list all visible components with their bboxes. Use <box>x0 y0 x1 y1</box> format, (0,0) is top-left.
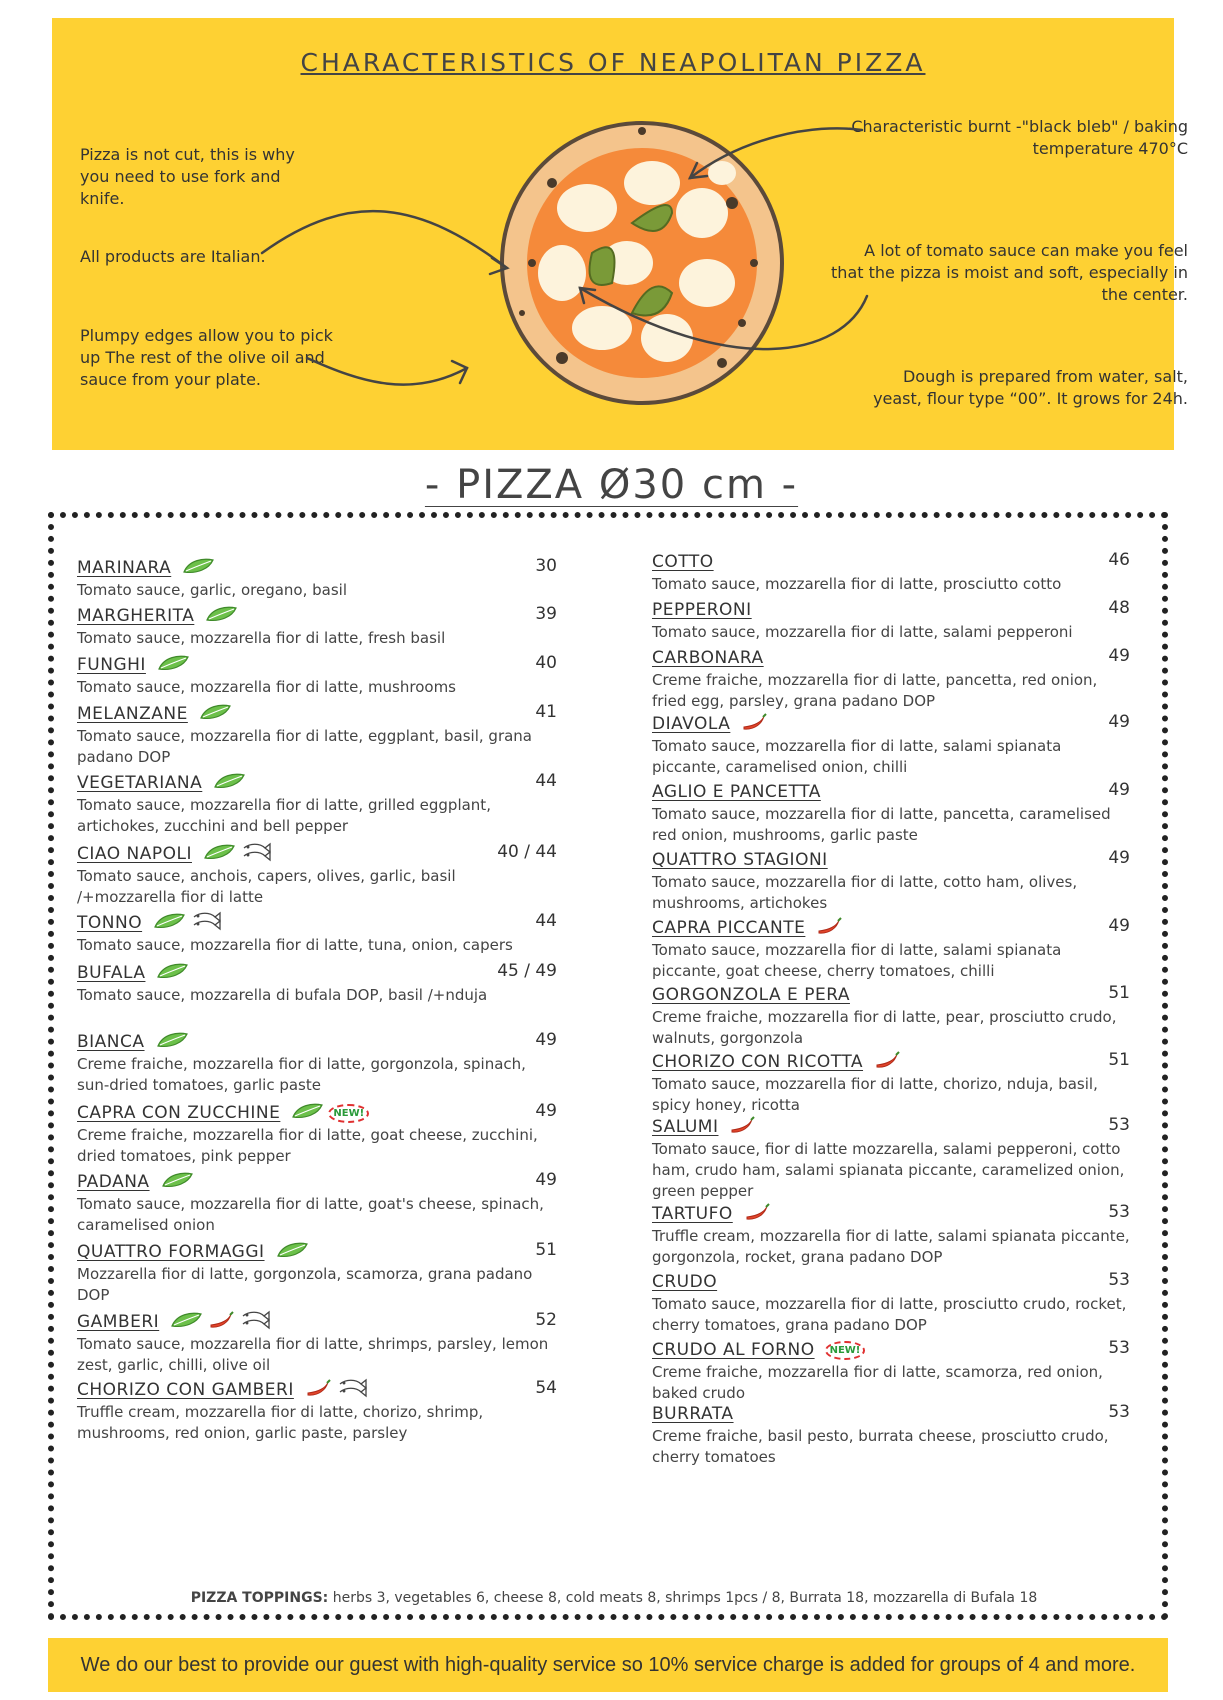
pizza-price: 49 <box>1108 712 1130 732</box>
fish-icon <box>239 1310 271 1334</box>
menu-item <box>77 556 557 601</box>
pizza-price: 51 <box>535 1240 557 1260</box>
pizza-ingredients: Tomato sauce, mozzarella fior di latte, goat's cheese, spinach, caramelised onion <box>77 1195 544 1234</box>
pizza-price: 40 / 44 <box>497 842 557 862</box>
menu-item <box>652 712 1130 778</box>
pizza-ingredients: Tomato sauce, garlic, oregano, basil <box>77 581 347 599</box>
pizza-ingredients: Tomato sauce, mozzarella fior di latte, salami spianata piccante, caramelised onion, chilli <box>652 737 1062 776</box>
leaf-icon <box>198 703 232 725</box>
menu-item-header <box>77 1170 557 1194</box>
note-dough: Dough is prepared from water, salt, yeast, flour type “00”. It grows for 24h. <box>873 367 1188 408</box>
pizza-ingredients: Tomato sauce, mozzarella fior di latte, salami spianata piccante, goat cheese, cherry tomatoes, chilli <box>652 941 1062 980</box>
pizza-ingredients: Tomato sauce, mozzarella fior di latte, prosciutto crudo, rocket, cherry tomatoes, grana padano DOP <box>652 1295 1127 1334</box>
menu-item-header <box>652 598 1130 622</box>
menu-item <box>652 848 1130 914</box>
pizza-price: 53 <box>1108 1338 1130 1358</box>
pizza-name: QUATTRO STAGIONI <box>652 850 828 870</box>
pizza-ingredients: Tomato sauce, mozzarella di bufala DOP, basil /+nduja <box>77 986 488 1004</box>
menu-item <box>77 1170 557 1236</box>
leaf-icon <box>156 654 190 676</box>
pizza-name: TONNO <box>77 913 143 933</box>
diet-icons <box>740 712 768 736</box>
fish-icon <box>336 1378 368 1402</box>
menu-item-header <box>652 1402 1130 1426</box>
toppings-label: PIZZA TOPPINGS: <box>190 1590 329 1606</box>
pizza-ingredients: Tomato sauce, mozzarella fior di latte, shrimps, parsley, lemon zest, garlic, chilli, olive oil <box>77 1335 549 1374</box>
menu-item <box>77 1310 557 1376</box>
pizza-ingredients: Creme fraiche, mozzarella fior di latte, goat cheese, zucchini, dried tomatoes, pink pepper <box>77 1126 538 1165</box>
menu-item-header <box>77 1310 557 1334</box>
diet-icons <box>152 911 222 935</box>
menu-item-header <box>77 771 557 795</box>
pizza-ingredients: Tomato sauce, mozzarella fior di latte, cotto ham, olives, mushrooms, artichokes <box>652 873 1078 912</box>
pizza-name: QUATTRO FORMAGGI <box>77 1242 265 1262</box>
pizza-price: 49 <box>535 1170 557 1190</box>
toppings-text: herbs 3, vegetables 6, cheese 8, cold meats 8, shrimps 1pcs / 8, Burrata 18, mozzarella di Bufala 18 <box>328 1590 1038 1606</box>
menu-item-header <box>77 1240 557 1264</box>
diet-icons <box>202 842 272 866</box>
hero-title: CHARACTERISTICS OF NEAPOLITAN PIZZA <box>300 48 926 77</box>
pizza-price: 44 <box>535 911 557 931</box>
pizza-price: 51 <box>1108 1050 1130 1070</box>
pizza-name: PEPPERONI <box>652 600 752 620</box>
pizza-name: CRUDO AL FORNO <box>652 1340 815 1360</box>
menu-item <box>652 780 1130 846</box>
pizza-name: AGLIO E PANCETTA <box>652 782 821 802</box>
menu-item <box>652 1050 1130 1116</box>
menu-item <box>77 604 557 649</box>
menu-item-header <box>77 842 557 866</box>
pizza-name: MELANZANE <box>77 704 188 724</box>
menu-item <box>77 842 557 908</box>
menu-item-header <box>77 556 557 580</box>
note-edges: Plumpy edges allow you to pick up The rest of the olive oil and sauce from your plate. <box>80 326 333 389</box>
pizza-ingredients: Tomato sauce, mozzarella fior di latte, pancetta, caramelised red onion, mushrooms, garlic paste <box>652 805 1111 844</box>
diet-icons <box>169 1310 271 1334</box>
chili-icon <box>207 1310 235 1334</box>
pizza-ingredients: Creme fraiche, basil pesto, burrata cheese, prosciutto crudo, cherry tomatoes <box>652 1427 1109 1466</box>
pizza-ingredients: Creme fraiche, mozzarella fior di latte, gorgonzola, spinach, sun-dried tomatoes, garlic paste <box>77 1055 526 1094</box>
pizza-price: 39 <box>535 604 557 624</box>
leaf-icon <box>275 1241 309 1263</box>
diet-icons <box>155 962 189 984</box>
pizza-name: TARTUFO <box>652 1204 733 1224</box>
menu-item <box>77 702 557 768</box>
pizza-price: 44 <box>535 771 557 791</box>
pizza-name: CIAO NAPOLI <box>77 844 192 864</box>
pizza-ingredients: Tomato sauce, fior di latte mozzarella, salami pepperoni, cotto ham, crudo ham, salami spianata piccante, caramelized onion, green pepper <box>652 1140 1125 1200</box>
note-tomato: A lot of tomato sauce can make you feel that the pizza is moist and soft, especially in the center. <box>831 241 1188 304</box>
pizza-name: MARINARA <box>77 558 172 578</box>
fish-icon <box>240 842 272 866</box>
pizza-ingredients: Tomato sauce, mozzarella fior di latte, prosciutto cotto <box>652 575 1062 593</box>
menu-item-header <box>77 702 557 726</box>
pizza-price: 53 <box>1108 1270 1130 1290</box>
leaf-icon <box>169 1311 203 1333</box>
pizza-price: 30 <box>535 556 557 576</box>
pizza-toppings <box>54 1590 1174 1606</box>
pizza-price: 51 <box>1108 983 1130 1003</box>
section-title <box>0 462 1223 508</box>
pizza-ingredients: Creme fraiche, mozzarella fior di latte, scamorza, red onion, baked crudo <box>652 1363 1103 1402</box>
pizza-price: 52 <box>535 1310 557 1330</box>
pizza-name: CAPRA PICCANTE <box>652 918 806 938</box>
pizza-name: CAPRA CON ZUCCHINE <box>77 1103 281 1123</box>
diet-icons <box>873 1050 901 1074</box>
leaf-icon <box>212 772 246 794</box>
chili-icon <box>728 1115 756 1139</box>
pizza-menu <box>48 512 1168 1620</box>
pizza-price: 40 <box>535 653 557 673</box>
pizza-price: 49 <box>1108 646 1130 666</box>
pizza-name: CHORIZO CON GAMBERI <box>77 1380 294 1400</box>
pizza-ingredients: Tomato sauce, mozzarella fior di latte, eggplant, basil, grana padano DOP <box>77 727 532 766</box>
service-charge-note: We do our best to provide our guest with high-quality service so 10% service charge is added for groups of 4 and more. <box>48 1638 1168 1692</box>
pizza-name: COTTO <box>652 552 714 572</box>
pizza-name: SALUMI <box>652 1117 719 1137</box>
diet-icons <box>198 703 232 725</box>
menu-item-header <box>652 712 1130 736</box>
pizza-name: CARBONARA <box>652 648 764 668</box>
diet-icons <box>743 1202 771 1226</box>
menu-item <box>77 771 557 837</box>
diet-icons <box>275 1241 309 1263</box>
menu-item <box>652 598 1130 643</box>
pizza-ingredients: Creme fraiche, mozzarella fior di latte, pancetta, red onion, fried egg, parsley, grana padano DOP <box>652 671 1098 710</box>
menu-item-header <box>77 604 557 628</box>
pizza-ingredients: Tomato sauce, mozzarella fior di latte, tuna, onion, capers <box>77 936 513 954</box>
diet-icons <box>290 1102 369 1124</box>
menu-item <box>652 550 1130 595</box>
pizza-price: 49 <box>535 1101 557 1121</box>
menu-item-header <box>652 646 1130 670</box>
diet-icons <box>728 1115 756 1139</box>
diet-icons <box>304 1378 368 1402</box>
pizza-price: 53 <box>1108 1402 1130 1422</box>
pizza-price: 41 <box>535 702 557 722</box>
pizza-ingredients: Creme fraiche, mozzarella fior di latte, pear, prosciutto crudo, walnuts, gorgonzola <box>652 1008 1117 1047</box>
new-badge: NEW! <box>328 1104 369 1123</box>
note-italian: All products are Italian. <box>80 247 266 266</box>
pizza-ingredients: Tomato sauce, mozzarella fior di latte, chorizo, nduja, basil, spicy honey, ricotta <box>652 1075 1098 1114</box>
menu-item <box>652 1202 1130 1268</box>
menu-item-header <box>652 1338 1130 1362</box>
leaf-icon <box>202 843 236 865</box>
menu-item <box>652 646 1130 712</box>
pizza-price: 49 <box>1108 848 1130 868</box>
menu-item <box>77 1030 557 1096</box>
new-badge: NEW! <box>825 1341 866 1360</box>
pizza-name: GORGONZOLA E PERA <box>652 985 850 1005</box>
diet-icons <box>815 916 843 940</box>
menu-item-header <box>652 1050 1130 1074</box>
menu-item-header <box>77 961 557 985</box>
pizza-price: 53 <box>1108 1115 1130 1135</box>
pizza-ingredients: Tomato sauce, mozzarella fior di latte, grilled eggplant, artichokes, zucchini and bell pepper <box>77 796 491 835</box>
pizza-price: 48 <box>1108 598 1130 618</box>
pizza-ingredients: Tomato sauce, mozzarella fior di latte, fresh basil <box>77 629 446 647</box>
menu-item-header <box>652 550 1130 574</box>
menu-item-header <box>77 1101 557 1125</box>
pizza-price: 45 / 49 <box>497 961 557 981</box>
diet-icons <box>156 654 190 676</box>
pizza-name: CHORIZO CON RICOTTA <box>652 1052 864 1072</box>
pizza-price: 49 <box>1108 780 1130 800</box>
menu-item <box>77 653 557 698</box>
menu-item <box>652 1338 1130 1404</box>
menu-item-header <box>652 1115 1130 1139</box>
section-title-text: - PIZZA Ø30 cm - <box>424 462 799 508</box>
pizza-name: BIANCA <box>77 1032 145 1052</box>
chili-icon <box>873 1050 901 1074</box>
menu-item <box>652 916 1130 982</box>
pizza-price: 49 <box>535 1030 557 1050</box>
chili-icon <box>304 1378 332 1402</box>
pizza-price: 53 <box>1108 1202 1130 1222</box>
pizza-price: 54 <box>535 1378 557 1398</box>
menu-item-header <box>652 916 1130 940</box>
menu-item <box>77 911 557 956</box>
fish-icon <box>190 911 222 935</box>
menu-item <box>652 1270 1130 1336</box>
pizza-ingredients: Truffle cream, mozzarella fior di latte, chorizo, shrimp, mushrooms, red onion, garlic paste, parsley <box>77 1403 484 1442</box>
chili-icon <box>740 712 768 736</box>
menu-item-header <box>652 983 1130 1007</box>
menu-item <box>652 1402 1130 1468</box>
pizza-name: BURRATA <box>652 1404 734 1424</box>
pizza-ingredients: Tomato sauce, mozzarella fior di latte, salami pepperoni <box>652 623 1073 641</box>
pizza-ingredients: Tomato sauce, anchois, capers, olives, garlic, basil /+mozzarella fior di latte <box>77 867 456 906</box>
pizza-ingredients: Tomato sauce, mozzarella fior di latte, mushrooms <box>77 678 456 696</box>
hero-banner <box>52 18 1188 450</box>
menu-item-header <box>652 780 1130 804</box>
menu-item <box>77 1101 557 1167</box>
pizza-name: BUFALA <box>77 963 146 983</box>
diet-icons <box>212 772 246 794</box>
pizza-name: DIAVOLA <box>652 714 731 734</box>
leaf-icon <box>152 912 186 934</box>
pizza-name: PADANA <box>77 1172 150 1192</box>
note-burnt: Characteristic burnt -"black bleb" / baking temperature 470°C <box>851 117 1188 158</box>
pizza-name: FUNGHI <box>77 655 146 675</box>
menu-item-header <box>652 848 1130 872</box>
diet-icons <box>160 1171 194 1193</box>
menu-item <box>652 983 1130 1049</box>
menu-item-header <box>77 1030 557 1054</box>
menu-item <box>77 1240 557 1306</box>
menu-item-header <box>652 1270 1130 1294</box>
pizza-name: GAMBERI <box>77 1312 160 1332</box>
leaf-icon <box>155 962 189 984</box>
pizza-name: CRUDO <box>652 1272 718 1292</box>
leaf-icon <box>181 557 215 579</box>
pizza-ingredients: Mozzarella fior di latte, gorgonzola, scamorza, grana padano DOP <box>77 1265 533 1304</box>
leaf-icon <box>204 605 238 627</box>
menu-item-header <box>77 911 557 935</box>
pizza-ingredients: Truffle cream, mozzarella fior di latte, salami spianata piccante, gorgonzola, rocket, grana padano DOP <box>652 1227 1130 1266</box>
menu-item <box>77 961 557 1006</box>
leaf-icon <box>160 1171 194 1193</box>
menu-item-header <box>77 653 557 677</box>
menu-item <box>652 1115 1130 1202</box>
leaf-icon <box>155 1031 189 1053</box>
menu-item-header <box>77 1378 557 1402</box>
chili-icon <box>743 1202 771 1226</box>
note-not-cut: Pizza is not cut, this is why you need to use fork and knife. <box>80 145 295 208</box>
pizza-price: 49 <box>1108 916 1130 936</box>
pizza-name: VEGETARIANA <box>77 773 203 793</box>
menu-item <box>77 1378 557 1444</box>
diet-icons <box>825 1341 866 1360</box>
annotation-arrows <box>52 18 1174 450</box>
pizza-name: MARGHERITA <box>77 606 195 626</box>
diet-icons <box>155 1031 189 1053</box>
leaf-icon <box>290 1102 324 1124</box>
pizza-price: 46 <box>1108 550 1130 570</box>
diet-icons <box>204 605 238 627</box>
chili-icon <box>815 916 843 940</box>
diet-icons <box>181 557 215 579</box>
menu-item-header <box>652 1202 1130 1226</box>
